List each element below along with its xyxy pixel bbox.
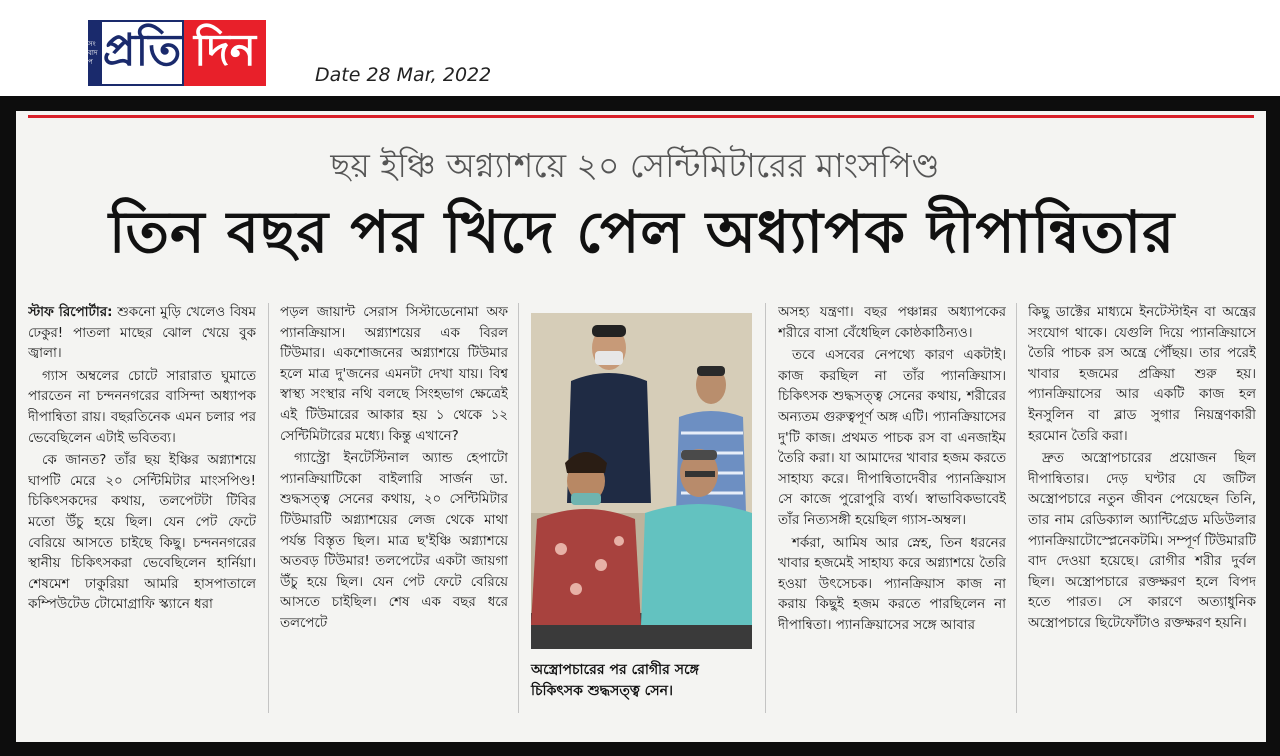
article-photo	[531, 313, 752, 649]
article-column-4	[1028, 303, 1256, 715]
photo-caption: অস্ত্রোপচারের পর রোগীর সঙ্গে চিকিৎসক শুদ্ধসত্ত্ব সেন।	[531, 662, 699, 699]
article-paragraph: অসহ্য যন্ত্রণা। বছর পঞ্চান্নর অধ্যাপকের শরীরে বাসা বেঁধেছিল কোষ্ঠকাঠিন্যও।	[778, 305, 1006, 341]
newspaper-logo	[88, 20, 266, 86]
logo-strip: সং বাদ প	[88, 20, 102, 86]
logo-text-part1: প্রতি	[102, 20, 184, 86]
column-divider	[765, 303, 766, 713]
column-divider	[1016, 303, 1017, 713]
paragraph-text: শুকনো মুড়ি খেলেও বিষম ঢেকুর! পাতলা মাছের ঝোল খেয়ে বুক জ্বালা।	[28, 305, 256, 362]
group-photo-image	[531, 313, 752, 649]
bottom-frame-edge	[16, 742, 1266, 751]
top-red-rule	[28, 115, 1254, 118]
article-paragraph: দ্রুত অস্ত্রোপচারের প্রয়োজন ছিল দীপান্বিতার। দেড় ঘণ্টার যে জটিল অস্ত্রোপচারে নতুন জীবন পেয়েছেন তিনি, তার নাম রেডিক্যাল অ্যান্টিগ্রেড মডিউলার প্যানক্রিয়াটোস্প্লেনেকটমি। সম্পূর্ণ টিউমারটি বাদ দেওয়া হয়েছে। রোগীর শরীর দুর্বল ছিল। অস্ত্রোপচারে রক্তক্ষরণ হলে বিপদ হতে পারত। সে কারণে অত্যাধুনিক অস্ত্রোপচারে ছিটেফোঁটাও রক্তক্ষরণ হয়নি।	[1028, 451, 1256, 631]
column-divider	[518, 303, 519, 713]
logo-text-part2: দিন	[184, 20, 266, 86]
article-paragraph: পড়ল জায়ান্ট সেরাস সিস্টাডেনোমা অফ প্যানক্রিয়াস। অগ্ন্যাশয়ের এক বিরল টিউমার। একশোজনের অগ্ন্যাশয়ে টিউমার হলে মাত্র দু'জনের এমনটা দেখা যায়। বিশ্ব স্বাস্থ্য সংস্থার নথি বলছে সিংহভাগ ক্ষেত্রেই এই টিউমারের আকার হয় ১ থেকে ১২ সেন্টিমিটারের মধ্যে। কিন্তু এখানে?	[280, 305, 508, 444]
article-paragraph: তবে এসবের নেপথ্যে কারণ একটাই। কাজ করছিল না তাঁর প্যানক্রিয়াস। চিকিৎসক শুদ্ধসত্ত্ব সেনের কথায়, শরীরের অন্যতম গুরুত্বপূর্ণ অঙ্গ এটি। প্যানক্রিয়াসের দু'টি কাজ। প্রথমত পাচক রস বা এনজাইম তৈরি করা। যা আমাদের খাবার হজম করতে সাহায্য করে। দীপান্বিতাদেবীর প্যানক্রিয়াস সে কাজে পুরোপুরি ব্যর্থ। স্বাভাবিকভাবেই তাঁর নিত্যসঙ্গী হয়েছিল গ্যাস-অম্বল।	[778, 348, 1006, 528]
article-paragraph: কে জানত? তাঁর ছয় ইঞ্চির অগ্ন্যাশয়ে ঘাপটি মেরে ২০ সেন্টিমিটার মাংসপিণ্ড! চিকিৎসকদের কথায়, তলপেটটা টিবির মতো উঁচু হয়ে ছিল। যেন পেট ফেটে বেরিয়ে আসতে চাইছে কিছু। চন্দননগরের স্থানীয় চিকিৎসকরা ভেবেছিলেন হার্নিয়া। শেষমেশ ঢাকুরিয়া আমরি হাসপাতালে কম্পিউটেড টোমোগ্রাফি স্ক্যানে ধরা	[28, 453, 256, 613]
article-column-1	[28, 303, 256, 715]
article-paragraph: গ্যাস্ট্রো ইনটেস্টিনাল অ্যান্ড হেপাটো প্যানক্রিয়াটিকো বাইলারি সার্জন ডা. শুদ্ধসত্ত্ব সেনের কথায়, ২০ সেন্টিমিটার টিউমারটি অগ্ন্যাশয়ের লেজ থেকে মাথা পর্যন্ত বিস্তৃত ছিল। মাত্র ছ'ইঞ্চি অগ্ন্যাশয়ে অতবড় টিউমার! তলপেটের একটা জায়গা উঁচু হয়ে ছিল। যেন পেট ফেটে বেরিয়ে আসতে চাইছিল। শেষ এক বছর ধরে তলপেটে	[280, 451, 508, 631]
article-paragraph: গ্যাস অম্বলের চোটে সারারাত ঘুমাতে পারতেন না চন্দননগরের বাসিন্দা অধ্যাপক দীপান্বিতা রায়। বছরতিনেক এমন চলার পর ভেবেছিলেন এটাই ভবিতব্য।	[28, 368, 256, 446]
header-bar	[0, 0, 1280, 96]
article-paragraph: শর্করা, আমিষ আর স্নেহ, তিন ধরনের খাবার হজমেই সাহায্য করে অগ্ন্যাশয়ে তৈরি হওয়া উৎসেচক। প্যানক্রিয়াস কাজ না করায় কিছুই হজম করতে পারছিলেন না দীপান্বিতা। প্যানক্রিয়াসের সঙ্গে আবার	[778, 535, 1006, 633]
publication-date: Date 28 Mar, 2022	[315, 64, 492, 86]
article-column-3	[778, 303, 1006, 715]
column-divider	[268, 303, 269, 713]
article-headline: তিন বছর পর খিদে পেল অধ্যাপক দীপান্বিতার	[108, 198, 1176, 266]
article-kicker: ছয় ইঞ্চি অগ্ন্যাশয়ে ২০ সেন্টিমিটারের মাংসপিণ্ড	[330, 146, 940, 185]
byline: স্টাফ রিপোর্টার:	[28, 305, 113, 320]
article-paragraph	[28, 303, 256, 365]
article-paragraph: কিছু ডাক্টের মাধ্যমে ইনটেস্টাইন বা অন্ত্রের সংযোগ থাকে। যেগুলি দিয়ে প্যানক্রিয়াসে তৈরি পাচক রস অন্ত্রে পৌঁছয়। তার পরেই খাবার হজমের প্রক্রিয়া শুরু হয়। প্যানক্রিয়াসের আর একটি কাজ হল ইনসুলিন বা ব্লাড সুগার নিয়ন্ত্রণকারী হরমোন তৈরি করা।	[1028, 305, 1256, 444]
article-column-2	[280, 303, 508, 715]
